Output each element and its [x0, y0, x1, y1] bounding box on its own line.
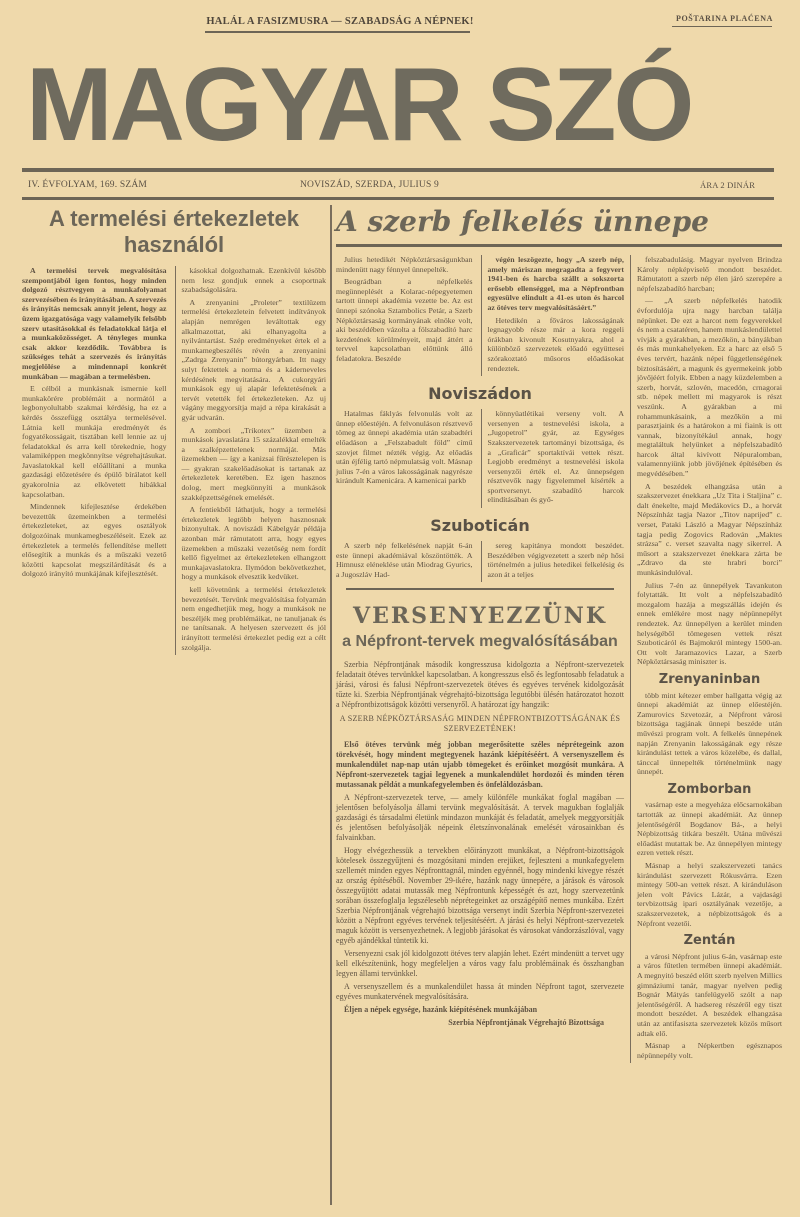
left-article — [22, 206, 326, 655]
issue-price: ÁRA 2 DINÁR — [700, 180, 756, 190]
section-heading-zenta: Zentán — [683, 933, 736, 949]
paragraph: A zombori „Trikotex” üzemben a munkások javaslatára 15 százalékkal emelték a szalképzettelenek normáját. Más üzemekben — így a kanizsai fűrésztelepen is — gyakran szakelőadásokat is tartanak az értekezletek keretében. Ez igen hasznos dolog, mert megkönnyíti a munkások szakképzettségének emelését. — [181, 425, 326, 502]
paragraph: Julius hetedikét Népköztársaságunkban mindenütt nagy fénnyel ünnepelték. — [336, 255, 473, 274]
paragraph: Hetedikén a főváros lakosságának legnagyobb része már a kora reggeli órákban kivonult Kosutnyakra, ahol a különböző szervezetek előadó együttesei szórakoztató műsoros előadásokat rendeztek. — [487, 315, 624, 373]
paragraph: Beográdban a népfelkelés megünneplését a Kolarac-népegyetemen tartott ünnepi akadémia vezette be. Az est ünnepi szónoka Sztambolics Petár, a Szerb Népköztársaság kormányának elnöke volt, aki beszédében vázolta a fölszabadító harc kezdetének körülményeit, majd áttért a tervvel kapcsolatban előttünk álló feladatokra. Beszéde — [336, 277, 473, 363]
section-wavy-rule — [346, 588, 614, 590]
paragraph: E célból a munkásnak ismernie kell munkakörére problémáit a normától a legbonyolultabb szakmai kérdésig, ha ez a kérdés összefügg osztálya termelésével. Látnia kell munkája eredményét és fogyatékosságait, tisztában kell lennie az uj feladatokkal és arra kell törekednie, hogy valamiképpen megkönnyítse végrehajtásukat. Javaslatokkal kell előállítani a munka gazdasági előzetésére és épülő bírálatot kell gyakorolnia az elkövetett hibákkal kapcsolatban. — [22, 384, 167, 499]
right-article — [336, 204, 782, 1063]
paragraph: Julius 7-én az ünnepélyek Tavankuton folytatták. Itt volt a népfelszabadító mozgalom hazája a megszállás idején és ennek emlékére most nagy népünnepélyt rendeztek. Az ünnepélyen a kerület minden helységéből tömegesen vettek részt Szuboticáról és Bajmokról mintegy 1500-an. Ott volt Jaramazovics Lazar, a Szerb Népköztársaság miniszter is. — [637, 580, 782, 667]
paragraph: — „A szerb népfelkelés hatodik évfordulója ujra nagy harcban találja népünket. De ezt a harcot nem fegyverekkel és nem a csatatéren, hanem munkáslendülettel vívják a gyárakban, a mezőkön, a bányákban és más munkahelyeken. Ez a harc az első 5 éves tervért, hazánk népei függetlenségének biztosításáért, a magunk és gyermekeink jobb jövőjéért folyik. Ebben a nagy küzdelemben a szerb, horvát, szlovén, macedón, crnagorai stb. népek mellett mi magyarok is részt veszünk. A gyárakban a mi rohammunkásaink, a mezőkön a mi parasztjaink és a határokon a mi fiaink is ott vannak, bizonyítékául annak, hogy megtaláltuk helyünket a népfelszabadító harcok által kivívott Népuralomban, valamennyiünk jobb jövőjének építésében és megvédésében.” — [637, 296, 782, 479]
paragraph: sereg kapitánya mondott beszédet. Beszédében végigvezetett a szerb nép hősi történelmén a julius hetedikei felkelésig és azon át a teljes — [487, 541, 624, 579]
section-heading-noviszad: Noviszádon — [428, 384, 532, 404]
right-area-layout — [336, 255, 782, 1063]
left-article-column-1 — [22, 266, 167, 655]
paragraph: felszabadulásig. Magyar nyelven Brindza Károly népképviselő mondott beszédet. Rámutatott a szerb nép élen járó szerepére a népfelszabadító harcban; — [637, 255, 782, 293]
paragraph: A versenyszellem és a munkalendület hassa át minden Népfront tagot, szervezete egyéves munkatervének megvalósítására. — [336, 982, 624, 1002]
paragraph: több mint kétezer ember hallgatta végig az ünnepi akadémiát az ünnep előestéjén. Zamurovics Szvetozár, a Népfront városi bizottsága tagjának ünnepi beszéde után művészi program volt. A felkelés ünnepének napján Zrenyanin lakosságának egy része kirándulást tettek a város közelébe, és dallal, tánccal ünnepelték történelmünk nagy ünnepét. — [637, 690, 782, 777]
paragraph: Hatalmas fáklyás felvonulás volt az ünnep előestéjén. A felvonuláson résztvevő tömeg az ünnepi akadémia után szabadtéri előadáson a „Felszabadult föld” című szovjet filmet nézték végig. Az előadás után éjfélig tartó népmulatság volt. Másnap julius 7-én a város lakosságának nagyrésze kirándult Kamenicára. A kamenicai parkb — [336, 409, 473, 486]
postage-rule — [672, 26, 772, 27]
noviszad-columns — [336, 409, 624, 508]
right-main-area — [336, 255, 624, 1063]
szubotica-column-2 — [481, 541, 625, 582]
section-divider — [330, 205, 332, 1205]
left-article-column-2 — [175, 266, 327, 655]
versenyezzunk-subheadline: a Népfront-tervek megvalósításában — [342, 633, 618, 651]
right-article-headline: A szerb felkelés ünnepe — [336, 205, 709, 238]
versenyezzunk-body — [336, 660, 624, 1028]
paragraph: A termelési tervek megvalósítása szempontjából igen fontos, hogy minden dolgozó résztvegyen a munkafolyamat szervezésében és irányításában. A szervezés és irányítás nemcsak annyit jelent, hogy az üzem igazgatósága vagy valamelyik felsőbb szerv utasításokkal és feladatokkal látja el a munkaközösséget. A tényleges munka csak akkor kezdődik. Továbbra is szükséges tehát a szervezés és irányítás megjelölése a mindennapi konkrét munkában — magában a termelésben. — [22, 266, 167, 381]
masthead-rule-top — [22, 168, 774, 172]
noviszad-column-2 — [481, 409, 625, 508]
paragraph: Éljen a népek egysége, hazánk kiépítésének munkájában — [344, 1005, 538, 1015]
paragraph: kell követnünk a termelési értekezletek bevezetését. Tervünk megvalósítása folyamán nem engedhetjük meg, hogy a munkások ne beszéljék meg problémáikat, ne tanuljanak és ne tanítsanak. A helyesen szervezett és jól irányított termelési értekezlet pedig ezt a célt szolgálja. — [181, 585, 326, 652]
paragraph: Szerbia Népfrontjának második kongresszusa kidolgozta a Népfront-szervezetek feladatait ötéves tervünkkel kapcsolatban. A kongresszus első és legfontosabb feladatuk a járási, városi és falusi Népfront-szervezetek ötéves és egyéves tervének kidolgozását tűzte ki. Szerbia Népfrontjának végrehajtó-bizottsága legutóbbi ülésén határozatot hozott a Népfrontbizottságok közötti versenyről. A határozat így hangzik: — [336, 660, 624, 710]
paragraph: Mindennek kifejlesztése érdekében bevezettük üzemeinkben a termelési értekezleteket, az egyes osztályok dolgozóinak munkamegbeszéléseit. Ezek az értekezletek a termelés fellendítése mellett elősegítik a munkás és a műszaki vezető közötti kapcsolat megszilárdítását és a dolgozó irányító munkájának kifejlesztését. — [22, 502, 167, 579]
headline-underline — [336, 244, 782, 247]
right-article-columns — [336, 255, 624, 376]
paragraph: végén leszögezte, hogy „A szerb nép, amely máriszan megragadta a fegyvert 1941-ben és harcba szállt a sokszorta erősebb ellenséggel, ma a Népfrontban egyesülve elindult a 41-es uton és harcol az ötéves terv megvalósításáért.” — [487, 255, 624, 312]
masthead-rule-bottom — [22, 197, 774, 200]
section-heading-zrenyanin: Zrenyaninban — [658, 671, 761, 687]
right-article-column-2 — [481, 255, 625, 376]
paragraph: A szerb nép felkelésének napját 6-án este ünnepi akadémiával köszöntötték. A Himnusz eléneklése után Miodrag Gyurics, a Jugoszláv Had- — [336, 541, 473, 579]
masthead-slogan: HALÁL A FASIZMUSRA — SZABADSÁG A NÉPNEK! — [206, 16, 474, 27]
paragraph: Másnap a helyi szakszervezeti tanács kirándulást szervezett Rókusvárra. Ezen mintegy 500-an vettek részt. A kiránduláson jelen volt Pávics Lázár, a vajdasági tervbizottság ipari osztályának vezetője, a szakszervezetek, a népbizottságok és a Népfront vezetői. — [637, 861, 782, 928]
paragraph: Első ötéves tervünk még jobban megerősítette széles néprétegeink azon törekvését, hogy mindent megtegyenek hazánk kiépítéséért. A versenyszellem és munkalendület nap-nap után ujabb tömegeket és erőinket mozgósít munkára. A Népfront-szervezetek tagjai legyenek a munkalendület hordozói és minden téren mutassanak példát a munkafegyelemben és önfeláldozásban. — [336, 740, 624, 790]
paragraph: a városi Népfront julius 6-án, vasárnap este a város fűtetlen termében ünnepi akadémiát. A megnyitó beszéd előtt szerb nyelven Millics gimnáziumi tanár, magyar nyelven pedig Bognár Mátyás tanfelügyelő szólt a nap jelentőségéről. A hadsereg részéről egy tiszt mondott beszédet. A beszédek elhangzása után az antifasiszta szervezetek közös műsort adtak elő. — [637, 951, 782, 1038]
paragraph: A beszédek elhangzása után a szakszervezet énekkara „Uz Tita i Staljina” c. dalt énekelte, majd Medákovics D., a horvát Népszínház tagja Nazor „Titov naprijed” c. verset, Pataki László a Magyar Népszínház tagja pedig Zogovics Radován „Maktes strázsa” c. verset szavalta nagy sikerrel. A műsort a szakszervezet énekkara zárta be „Zdravo da ste hrabri borci” munkásindulóval. — [637, 481, 782, 577]
paragraph: A Népfront-szervezetek terve, — amely különféle munkákat foglal magában — jelentősen befolyásolja állami tervünk megvalósítását. A tervek magukban foglalják gazdasági és társadalmi életünk mindazon munkáját és feladatát, amelyek meggyorsítják és jelentősen befolyásolják népeink életszínvonalának emelését városainkban és falvainkban. — [336, 793, 624, 843]
section-heading-szubotica: Szuboticán — [430, 516, 530, 536]
paragraph: Másnap a Népkertben egésznapos népünnepély volt. — [637, 1041, 782, 1060]
paragraph: könnyüatlétikai verseny volt. A versenyen a testnevelési iskola, a „Jugopetrol” gyár, az Egységes Szakszervezetek tartományi bizottsága, és a „Graficár” sportaktívái vettek részt. Legjobb eredményt a testnevelési iskola versenyzői érték el. Az ünnepségen résztvevők nagy figyelemmel kísérték a sportversenyt. szabadító harcok elindításában és győ- — [487, 409, 624, 505]
paragraph: kásokkal dolgozhatnak. Ezenkívül később nem lesz gondjuk ennek a csoportnak szabadságolására. — [181, 266, 326, 295]
szubotica-columns — [336, 541, 624, 582]
headline-line-1: A termelési értekezletek — [49, 206, 299, 231]
appeal-heading: A SZERB NÉPKÖZTÁRSASÁG MINDEN NÉPFRONTBIZOTTSÁGÁNAK ÉS SZERVEZETÉNEK! — [339, 714, 621, 734]
right-article-column-1 — [336, 255, 473, 376]
noviszad-column-1 — [336, 409, 473, 508]
postage-note: POŠTARINA PLAĆENA — [676, 14, 773, 23]
newspaper-nameplate: MAGYAR SZÓ — [26, 47, 692, 163]
paragraph: A fentiekből láthatjuk, hogy a termelési értekezletek legtöbb helyen hasznosnak bizonyultak. A noviszádi Kábelgyár példája azonban már rámutatott arra, hogy egyes üzemekben a műszaki vezetőség nem fordít kellő figyelmet az értekezleteken elhangzott munkajavaslatokra. Ilymódon bekövetkezhet, hogy a munkások elvesztik kedvüket. — [181, 505, 326, 582]
signature: Szerbia Népfrontjának Végrehajtó Bizottsága — [448, 1018, 604, 1028]
paragraph: vasárnap este a megyeháza előcsarnokában tartották az ünnepi akadémiát. Az ünnep jelentőségéről Bogdanov Bá-, a helyi Népbizottság titkára beszélt. Utána művészi előadást mutattak be. Az ünnepélyen mintegy ezren vettek részt. — [637, 800, 782, 858]
right-article-column-3 — [630, 255, 782, 1063]
slogan-rule — [205, 31, 470, 33]
paragraph: A zrenyanini „Proleter” textilüzem termelési értekezletein felvetett indítványok alapján nemrégen leváltottak egy alkalmazottat, aki elhanyagolta a nyilvántartást. Szép eredményeket értek el a munkamegbeszélés révén a zrenyanini „Zadrga Zrenyanin” bútorgyárban. Itt nagy sulyt fektettek a norma és a káderneveles kérdésének megvitatására. A cukorgyári munkások egy uj alapár lefektetésének a tervét vetették fel értekezleteken. Az uj vágány meggyorsítja majd a répa kirakását a gyár udvarán. — [181, 297, 326, 422]
left-article-headline — [22, 206, 326, 258]
szubotica-column-1 — [336, 541, 473, 582]
section-heading-zombor: Zomborban — [667, 781, 752, 797]
issue-volume: IV. ÉVFOLYAM, 169. SZÁM — [28, 180, 148, 190]
headline-line-2: használól — [123, 232, 225, 257]
versenyezzunk-headline: VERSENYEZZÜNK — [353, 603, 607, 630]
paragraph: Versenyezni csak jól kidolgozott ötéves terv alapján lehet. Ezért mindenütt a tervet ugy kell elkészítenünk, hogy megfeleljen a város vagy falu problémáinak és összhangban legyen állami tervünkkel. — [336, 949, 624, 979]
left-article-columns — [22, 266, 326, 655]
issue-dateline: NOVISZÁD, SZERDA, JULIUS 9 — [300, 180, 439, 190]
paragraph: Hogy elvégezhessük a tervekben előirányzott munkákat, a Népfront-bizottságok kötelesek összegyűjteni és mozgósítani minden erejüket, fejleszteni a munkafegyelem szellemét minden egyes Népfronttagnál, minden egyénnél, hogy mindenki kivegye részét az ország építéséből. November 29-ikére, hazánk nagy ünnepére, a járások és városok összegyűjtött adatai mutassák meg Népfrontunk képességét és azt, hogy szervezetünk sorában összefoglalja legszélesebb néprétegeinket az országépítő nemes munkába. Ezért Szerbia Népfrontjának végrehajtó bizottsága versenyt indít Szerbia Népfront-szervezetei között a Népfront egyéves tervének teljesítéséért. A járási és helyi Népfront-szervezetek maguk között is versenyezhetnek. A legjobb járásokat és városokat vándorzászlóval, vagy egyéb ajándékkal tüntetik ki. — [336, 846, 624, 946]
